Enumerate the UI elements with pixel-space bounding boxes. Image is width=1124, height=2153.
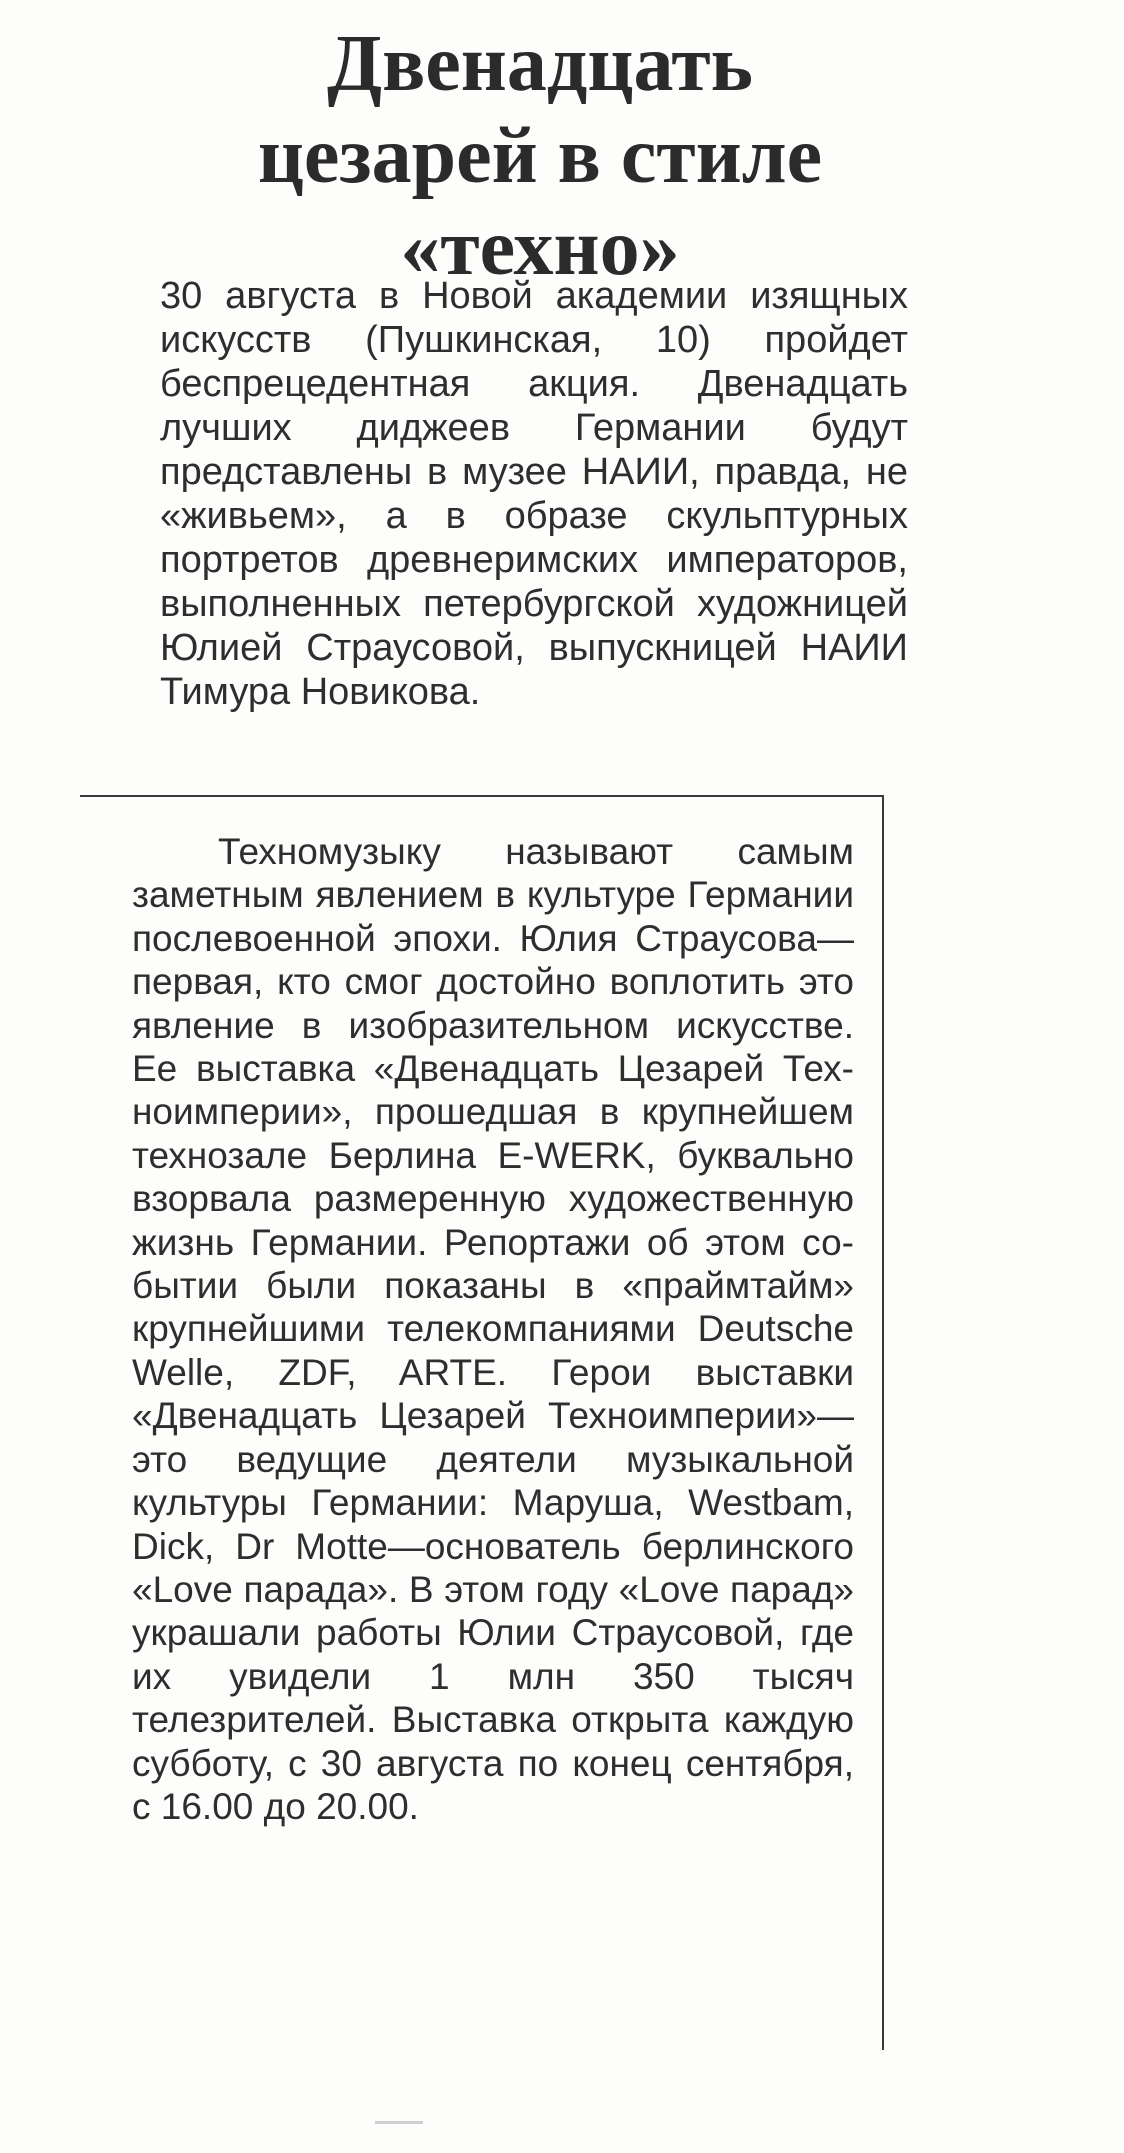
article-body-paragraph: Техномузыку называют самым заметным явлением в культуре Германии послевоенной эпохи. Юлия Страусова—первая, кто смог достойно воплотить это явление в изобразительном искусстве. Ее выставка «Двенадцать Цезарей Техноимперии», прошедшая в крупнейшем технозале Берлина Е-WERK, буквально взорвала размеренную художественную жизнь Германии. Репортажи об этом событии были показаны в «праймтайм» крупнейшими телекомпаниями Deutsche Welle, ZDF, ARTE. Герои выставки «Двенадцать Цезарей Техноимперии»—это ведущие деятели музыкальной культуры Германии: Маруша, Westbam, Dick, Dr Motte—основатель берлинского «Love парада». В этом году «Love парад» украшали работы Юлии Страусовой, где их увидели 1 млн 350 тысяч телезрителей. Выставка открыта каждую субботу, с 30 августа по конец сентября, с 16.00 до 20.00. [132, 831, 854, 1827]
headline-line-3: «техно» [400, 204, 680, 292]
headline-line-2: цезарей в стиле [257, 112, 823, 200]
article-headline [180, 18, 900, 294]
article-lead-paragraph: 30 августа в Новой академии изящных искусств (Пушкинская, 10) пройдет беспрецедентная акция. Двенадцать лучших диджеев Германии будут представлены в музее НАИИ, правда, не «живьем», а в образе скульптурных портретов древнеримских императоров, выполненных петербургской художницей Юлией Страусовой, выпускницей НАИИ Тимура Новикова. [160, 275, 908, 713]
scan-mark [375, 2121, 423, 2124]
headline-line-1: Двенадцать [327, 20, 753, 108]
